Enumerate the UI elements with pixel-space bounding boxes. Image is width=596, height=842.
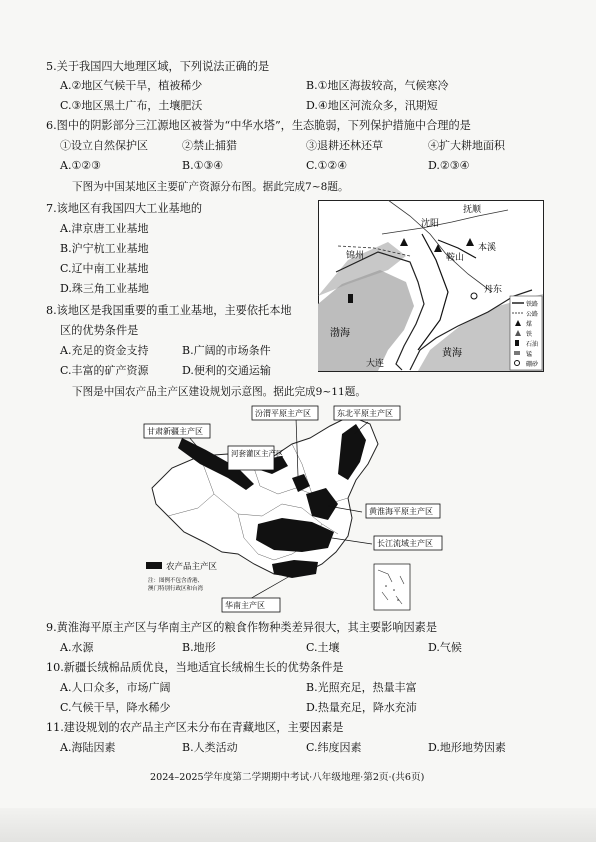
place-dandong: 丹东 — [484, 285, 503, 295]
agri-legend-swatch — [146, 562, 162, 569]
q8-option-d: D.便利的交通运输 — [182, 364, 271, 377]
q11-option-a: A.海陆因素 — [60, 741, 116, 754]
place-benxi: 本溪 — [478, 243, 497, 253]
place-huanghai: 黄海 — [442, 348, 462, 359]
legend-coal: 煤 — [526, 321, 533, 328]
q7-option-c: C.辽中南工业基地 — [60, 262, 149, 275]
label-yangtze: 长江流域主产区 — [377, 539, 433, 548]
legend-boron: 硼砂 — [526, 361, 539, 368]
q8-stem-line1: 8.该地区是我国重要的重工业基地，主要依托本地 — [46, 304, 292, 317]
q5-option-d: D.④地区河流众多，汛期短 — [306, 99, 438, 112]
place-shenyang: 沈阳 — [421, 219, 440, 229]
q6-option-c: C.①②④ — [306, 159, 348, 172]
q10-option-d: D.热量充足，降水充沛 — [306, 701, 417, 714]
legend-manganese-icon — [514, 351, 520, 355]
place-jinzhou: 锦州 — [346, 251, 365, 261]
agri-note-line2: 澳门特别行政区和台湾 — [148, 586, 204, 592]
q9-option-a: A.水源 — [60, 641, 94, 654]
scan-bottom-edge — [0, 808, 596, 842]
q6-measure-3: ③退耕还林还草 — [306, 139, 383, 152]
place-dalian: 大连 — [366, 359, 385, 369]
q9-option-c: C.土壤 — [306, 641, 340, 654]
legend-manganese: 锰 — [526, 351, 533, 358]
q10-option-b: B.光照充足，热量丰富 — [306, 681, 417, 694]
q9-option-b: B.地形 — [182, 641, 216, 654]
q6-option-b: B.①③④ — [182, 159, 224, 172]
legend-oil-icon — [515, 340, 519, 346]
label-huanghuaihai: 黄淮海平原主产区 — [369, 507, 433, 516]
q6-measure-1: ①设立自然保护区 — [60, 139, 148, 152]
q6-measure-2: ②禁止捕猎 — [182, 139, 237, 152]
q10-option-c: C.气候干旱，降水稀少 — [60, 701, 171, 714]
mineral-map — [318, 200, 544, 376]
intro-9-11: 下图是中国农产品主产区建设规划示意图。据此完成9~11题。 — [72, 386, 366, 398]
mineral-map-svg — [318, 200, 544, 372]
agri-note-line1: 注：图例不包含香港、 — [148, 578, 204, 584]
legend-highway: 公路 — [526, 311, 539, 318]
q9-option-d: D.气候 — [428, 641, 462, 654]
q8-option-a: A.充足的资金支持 — [60, 344, 149, 357]
page-footer: 2024–2025学年度第二学期期中考试·八年级地理·第2页·(共6页) — [150, 772, 425, 783]
place-bohai: 渤海 — [330, 328, 350, 339]
q7-option-d: D.珠三角工业基地 — [60, 282, 149, 295]
label-south-china: 华南主产区 — [225, 601, 265, 610]
q11-option-c: C.纬度因素 — [306, 741, 362, 754]
q8-option-c: C.丰富的矿产资源 — [60, 364, 149, 377]
legend-railway: 铁路 — [526, 301, 539, 308]
q7-stem: 7.该地区有我国四大工业基地的 — [46, 202, 203, 215]
label-fenwei: 汾渭平原主产区 — [255, 409, 311, 418]
q5-option-b: B.①地区海拔较高，气候寒冷 — [306, 79, 449, 92]
agri-map-svg — [142, 404, 464, 616]
intro-7-8: 下图为中国某地区主要矿产资源分布图。据此完成7~8题。 — [72, 181, 349, 193]
place-anshan: 鞍山 — [446, 253, 465, 263]
oil-icon — [348, 294, 353, 303]
q8-stem-line2: 区的优势条件是 — [60, 324, 139, 337]
agri-legend-label: 农产品主产区 — [166, 562, 218, 572]
q9-stem: 9.黄淮海平原主产区与华南主产区的粮食作物种类差异很大，其主要影响因素是 — [46, 621, 438, 634]
q6-option-a: A.①②③ — [60, 159, 102, 172]
q5-option-a: A.②地区气候干旱，植被稀少 — [60, 79, 203, 92]
q6-option-d: D.②③④ — [428, 159, 470, 172]
q11-option-b: B.人类活动 — [182, 741, 238, 754]
place-fushun: 抚顺 — [463, 205, 482, 215]
label-northeast: 东北平原主产区 — [337, 409, 393, 418]
q5-stem: 5.关于我国四大地理区域，下列说法正确的是 — [46, 60, 270, 73]
agri-map — [142, 404, 464, 620]
q11-option-d: D.地形地势因素 — [428, 741, 506, 754]
q7-option-b: B.沪宁杭工业基地 — [60, 242, 149, 255]
q7-option-a: A.津京唐工业基地 — [60, 222, 149, 235]
label-gansu-xinjiang: 甘肃新疆主产区 — [147, 427, 203, 436]
q8-option-b: B.广阔的市场条件 — [182, 344, 271, 357]
south-china-sea-inset — [374, 564, 410, 610]
q6-measure-4: ④扩大耕地面积 — [428, 139, 505, 152]
label-hetao: 河套灌区主产区 — [231, 449, 284, 458]
q5-option-c: C.③地区黑土广布，土壤肥沃 — [60, 99, 203, 112]
q11-stem: 11.建设规划的农产品主产区未分布在青藏地区，主要因素是 — [46, 721, 344, 734]
q6-stem: 6.图中的阴影部分三江源地区被誉为“中华水塔”，生态脆弱，下列保护措施中合理的是 — [46, 119, 471, 132]
q10-stem: 10.新疆长绒棉品质优良，当地适宜长绒棉生长的优势条件是 — [46, 661, 344, 674]
q10-option-a: A.人口众多，市场广阔 — [60, 681, 171, 694]
legend-oil: 石油 — [526, 341, 539, 348]
legend-iron: 铁 — [526, 331, 533, 338]
